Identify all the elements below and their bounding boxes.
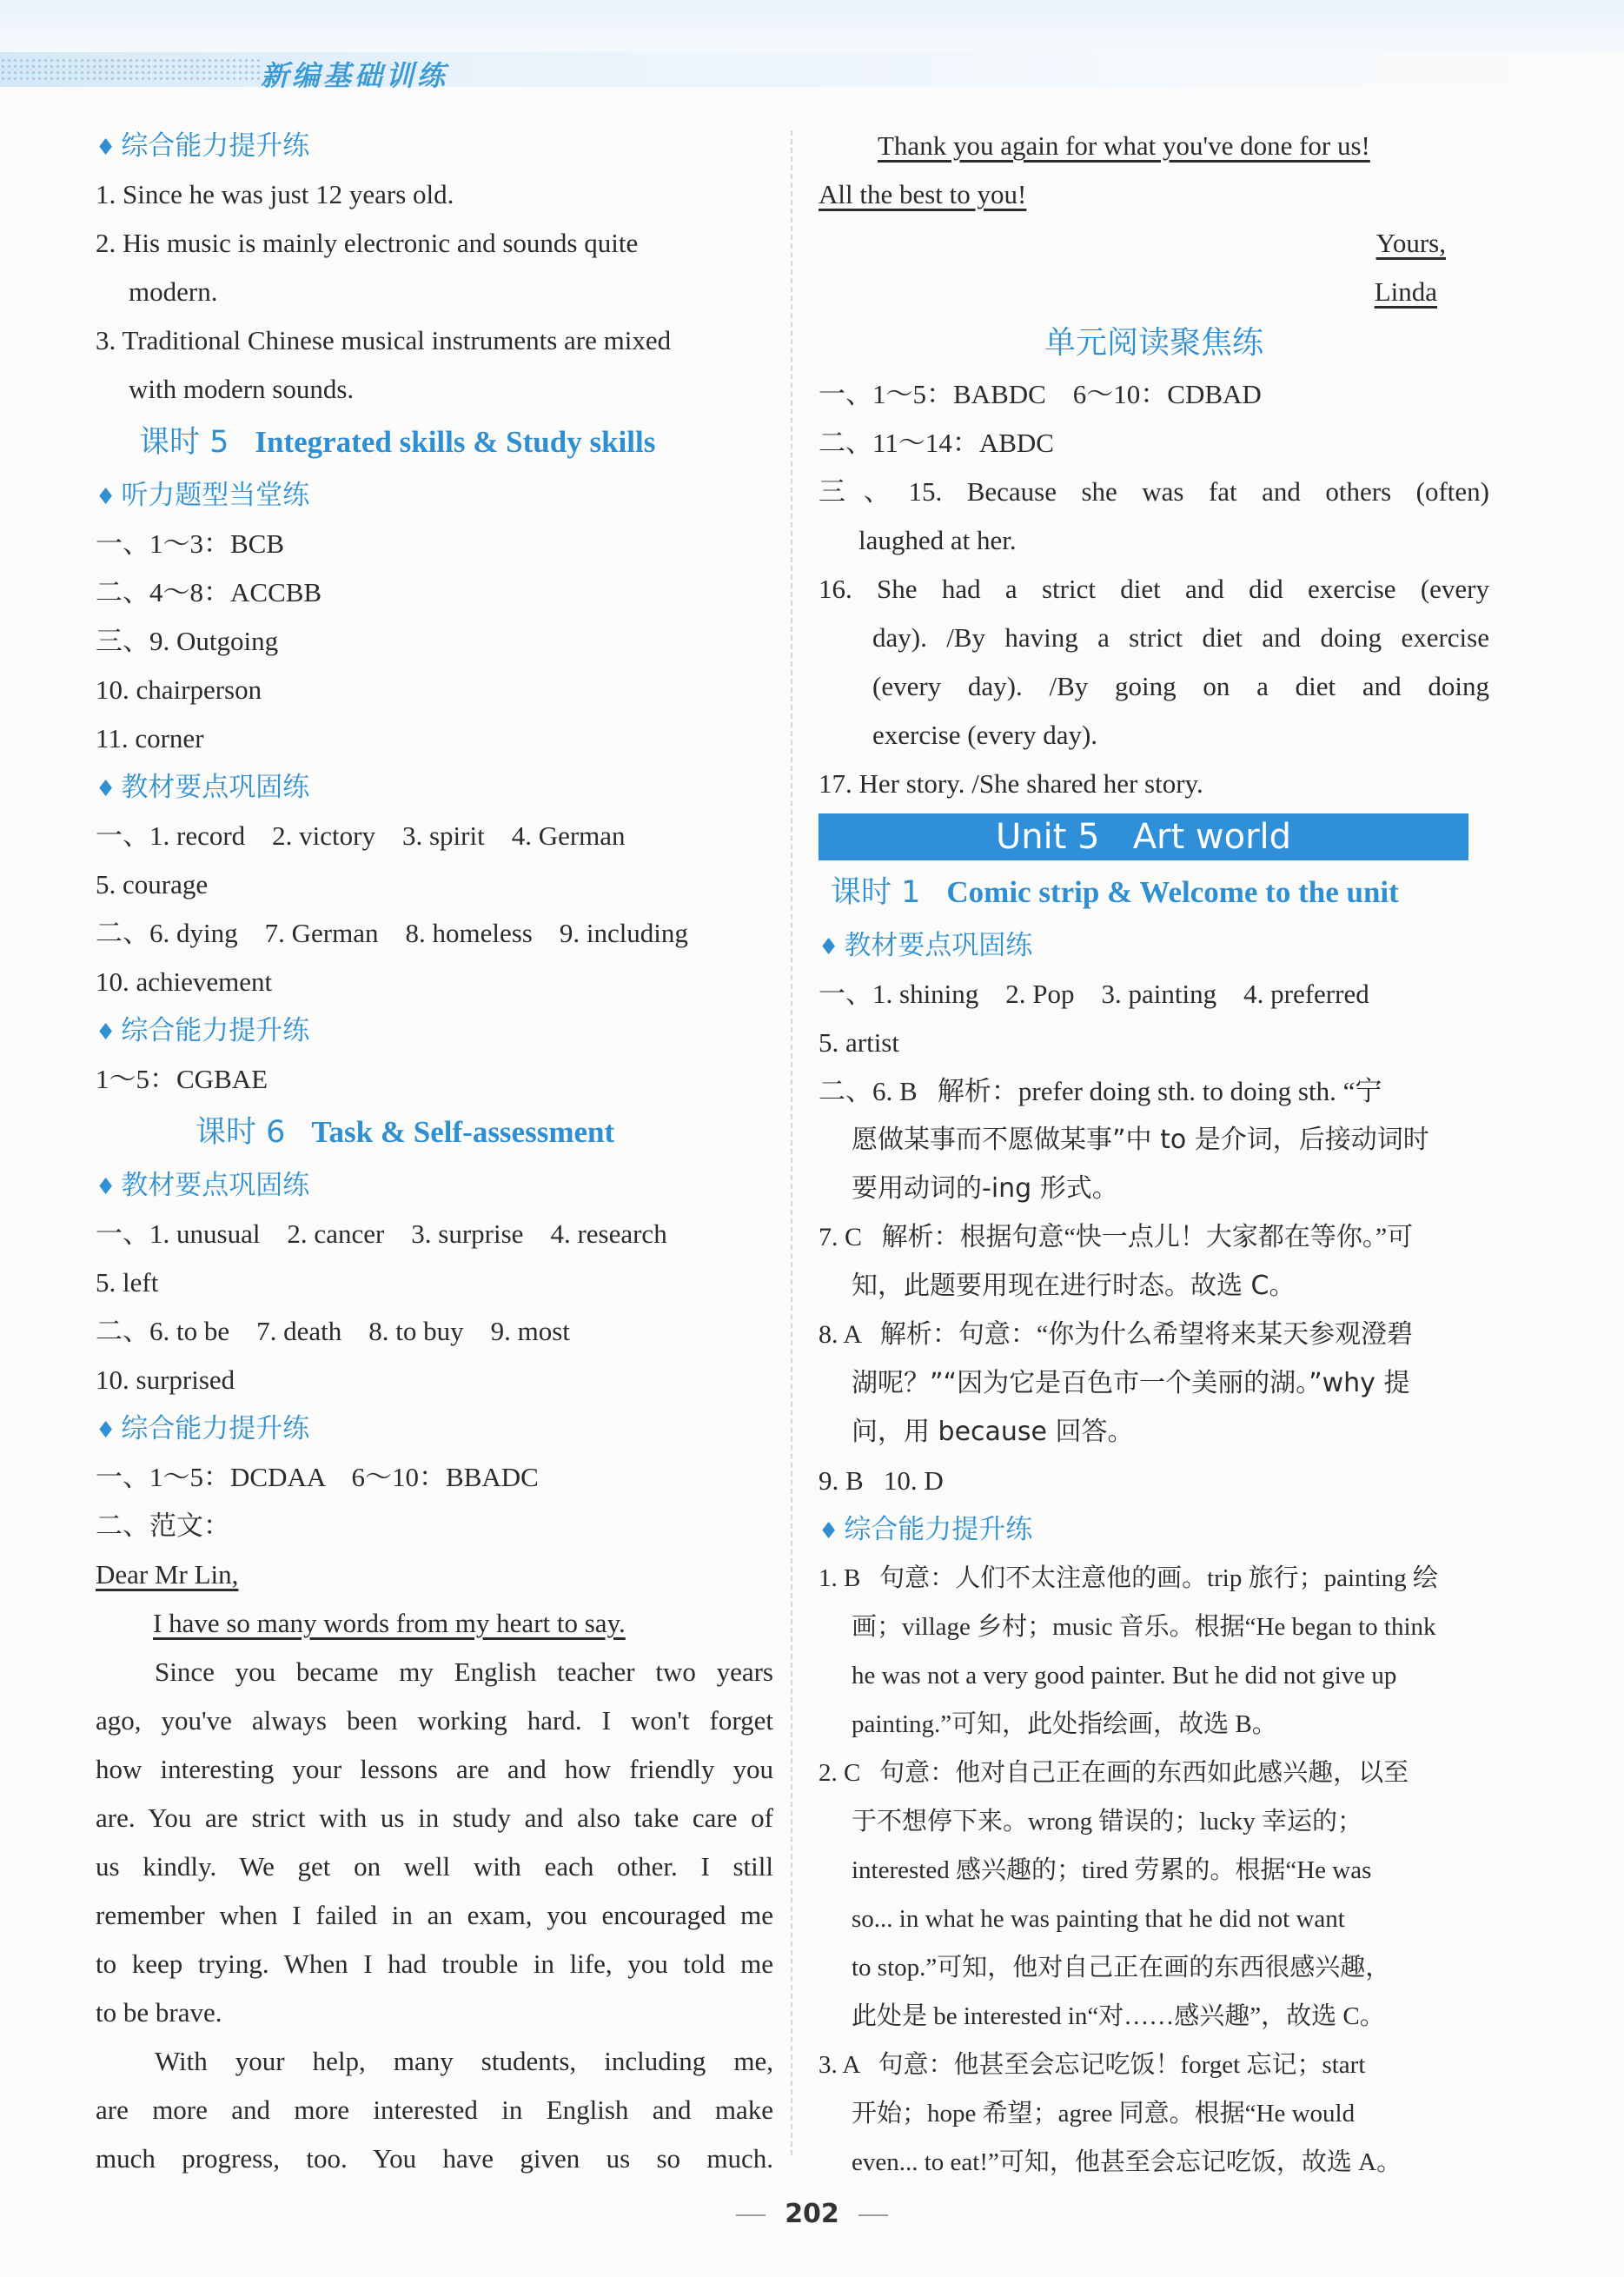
answer-line: 5. left xyxy=(96,1267,159,1298)
letter-line: much progress, too. You have given us so much. xyxy=(96,2143,773,2174)
answer-line: 1. Since he was just 12 years old. xyxy=(96,179,454,209)
answer-line: laughed at her. xyxy=(858,525,1017,555)
letter-line: ago, you've always been working hard. I won't forget xyxy=(96,1705,773,1736)
unit-reading-title: 单元阅读聚焦练 xyxy=(1044,325,1263,361)
letter-line: how interesting your lessons are and how friendly you xyxy=(96,1754,773,1784)
page-number: 202 xyxy=(0,2199,1624,2229)
diamond-icon: ♦ xyxy=(96,484,116,510)
answer-line: interested 感兴趣的；tired 劳累的。根据“He was xyxy=(852,1856,1372,1884)
diamond-icon: ♦ xyxy=(819,934,839,960)
answer-line: 5. artist xyxy=(819,1027,899,1058)
answer-line: day). /By having a strict diet and doing exercise xyxy=(872,622,1489,653)
page-number-dash xyxy=(858,2214,888,2216)
answer-line: 三、15. Because she was fat and others (often) xyxy=(819,476,1489,507)
letter-line: are more and more interested in English and make xyxy=(96,2094,773,2125)
answer-line: 一、1～5：BABDC 6～10：CDBAD xyxy=(819,379,1262,409)
answer-line: 2. C 句意：他对自己正在画的东西如此感兴趣，以至 xyxy=(819,1759,1409,1787)
answer-line: 二、4～8：ACCBB xyxy=(96,577,322,607)
answer-line: 一、1. record 2. victory 3. spirit 4. German xyxy=(96,820,626,851)
section-heading: ♦ 教材要点巩固练 xyxy=(819,930,1033,961)
diamond-icon: ♦ xyxy=(96,1174,116,1200)
answer-line: 8. A 解析：句意：“你为什么希望将来某天参观澄碧 xyxy=(819,1320,1414,1349)
letter-line: are. You are strict with us in study and also take care of xyxy=(96,1802,773,1833)
letter-line: to keep trying. When I had trouble in life, you told me xyxy=(96,1948,773,1979)
answer-line: 二、6. dying 7. German 8. homeless 9. including xyxy=(96,918,688,948)
diamond-icon: ♦ xyxy=(96,1019,116,1046)
answer-line: painting.”可知，此处指绘画，故选 B。 xyxy=(852,1710,1277,1738)
answer-line: 愿做某事而不愿做某事”中 to 是介词，后接动词时 xyxy=(852,1125,1429,1155)
right-column xyxy=(819,122,1489,2187)
letter-signoff: Yours, xyxy=(1375,228,1446,258)
lesson-heading: 课时 6 Task & Self-assessment xyxy=(196,1115,615,1150)
answer-line: 二、6. B 解析：prefer doing sth. to doing sth. “宁 xyxy=(819,1076,1382,1106)
letter-line: remember when I failed in an exam, you encouraged me xyxy=(96,1900,773,1930)
section-heading: ♦ 综合能力提升练 xyxy=(96,130,310,162)
letter-greeting: Dear Mr Lin, xyxy=(96,1559,239,1590)
diamond-icon: ♦ xyxy=(819,1518,839,1544)
answer-line: 开始；hope 希望；agree 同意。根据“He would xyxy=(852,2100,1356,2128)
answer-line: 3. A 句意：他甚至会忘记吃饭！forget 忘记；start xyxy=(819,2051,1366,2079)
answer-line: 于不想停下来。wrong 错误的；lucky 幸运的； xyxy=(852,1808,1363,1836)
diamond-icon: ♦ xyxy=(96,1417,116,1444)
answer-line: 问，用 because 回答。 xyxy=(852,1417,1134,1447)
column-divider xyxy=(791,130,792,2155)
letter-line: us kindly. We get on well with each other. I still xyxy=(96,1851,773,1882)
answer-line: 一、1. shining 2. Pop 3. painting 4. preferred xyxy=(819,979,1369,1009)
answer-line: 一、1. unusual 2. cancer 3. surprise 4. research xyxy=(96,1218,667,1249)
answer-line: 此处是 be interested in“对……感兴趣”，故选 C。 xyxy=(852,2002,1385,2030)
answer-line: modern. xyxy=(129,276,218,307)
answer-line: 画；village 乡村；music 音乐。根据“He began to think xyxy=(852,1613,1436,1641)
answer-line: he was not a very good painter. But he did not give up xyxy=(852,1662,1397,1689)
answer-line: 10. surprised xyxy=(96,1364,235,1395)
answer-line: so... in what he was painting that he did not want xyxy=(852,1905,1345,1933)
answer-line: 10. chairperson xyxy=(96,674,262,705)
answer-line: even... to eat!”可知，他甚至会忘记吃饭，故选 A。 xyxy=(852,2148,1402,2176)
answer-line: 2. His music is mainly electronic and sounds quite xyxy=(96,228,639,258)
answer-line: 二、范文： xyxy=(96,1510,230,1541)
section-heading: ♦ 听力题型当堂练 xyxy=(96,480,310,511)
header-dot-pattern xyxy=(0,57,261,83)
letter-closing: All the best to you! xyxy=(819,179,1027,209)
book-title: 新编基础训练 xyxy=(261,59,449,92)
answer-line: with modern sounds. xyxy=(129,374,355,404)
answer-line: to stop.”可知，他对自己正在画的东西很感兴趣， xyxy=(852,1954,1391,1982)
lesson-heading: 课时 1 Comic strip & Welcome to the unit xyxy=(831,875,1399,910)
letter-line: Since you became my English teacher two years xyxy=(155,1656,773,1687)
answer-line: 1～5：CGBAE xyxy=(96,1064,268,1094)
section-heading: ♦ 综合能力提升练 xyxy=(96,1015,310,1046)
answer-line: 湖呢？”“因为它是百色市一个美丽的湖。”why 提 xyxy=(852,1368,1410,1398)
letter-line: With your help, many students, including me, xyxy=(155,2046,773,2076)
letter-signature: Linda xyxy=(1374,276,1437,307)
lesson-heading: 课时 5 Integrated skills & Study skills xyxy=(139,425,656,460)
section-heading: ♦ 教材要点巩固练 xyxy=(96,1170,310,1201)
page-header xyxy=(0,0,1624,96)
answer-line: 三、9. Outgoing xyxy=(96,626,279,656)
answer-line: 二、11～14：ABDC xyxy=(819,428,1054,458)
answer-line: 7. C 解析：根据句意“快一点儿！大家都在等你。”可 xyxy=(819,1223,1414,1251)
answer-line: 11. corner xyxy=(96,723,204,753)
unit-title-bar: Unit 5 Art world xyxy=(819,813,1468,860)
diamond-icon: ♦ xyxy=(96,776,116,802)
answer-line: 知，此题要用现在进行时态。故选 C。 xyxy=(852,1271,1296,1301)
section-heading: ♦ 综合能力提升练 xyxy=(819,1514,1033,1545)
answer-line: 3. Traditional Chinese musical instruments are mixed xyxy=(96,325,672,355)
letter-opening: I have so many words from my heart to say. xyxy=(153,1608,626,1638)
letter-line: to be brave. xyxy=(96,1997,222,2028)
answer-line: 要用动词的-ing 形式。 xyxy=(852,1173,1118,1204)
section-heading: ♦ 教材要点巩固练 xyxy=(96,772,310,803)
answer-line: 5. courage xyxy=(96,869,209,900)
answer-line: 一、1～5：DCDAA 6～10：BBADC xyxy=(96,1462,539,1492)
answer-line: 1. B 句意：人们不太注意他的画。trip 旅行；painting 绘 xyxy=(819,1564,1438,1592)
answer-line: 16. She had a strict diet and did exercise (every xyxy=(819,574,1489,604)
diamond-icon: ♦ xyxy=(96,135,116,161)
section-heading: ♦ 综合能力提升练 xyxy=(96,1413,310,1444)
answer-line: 9. B 10. D xyxy=(819,1465,944,1496)
answer-line: 10. achievement xyxy=(96,966,273,997)
page-number-dash xyxy=(736,2214,766,2216)
left-column xyxy=(96,122,773,2183)
answer-line: exercise (every day). xyxy=(872,720,1098,750)
letter-closing: Thank you again for what you've done for us! xyxy=(878,130,1370,161)
answer-line: 17. Her story. /She shared her story. xyxy=(819,768,1203,799)
answer-line: (every day). /By going on a diet and doing xyxy=(872,671,1489,701)
answer-line: 一、1～3：BCB xyxy=(96,528,285,559)
answer-line: 二、6. to be 7. death 8. to buy 9. most xyxy=(96,1316,570,1346)
